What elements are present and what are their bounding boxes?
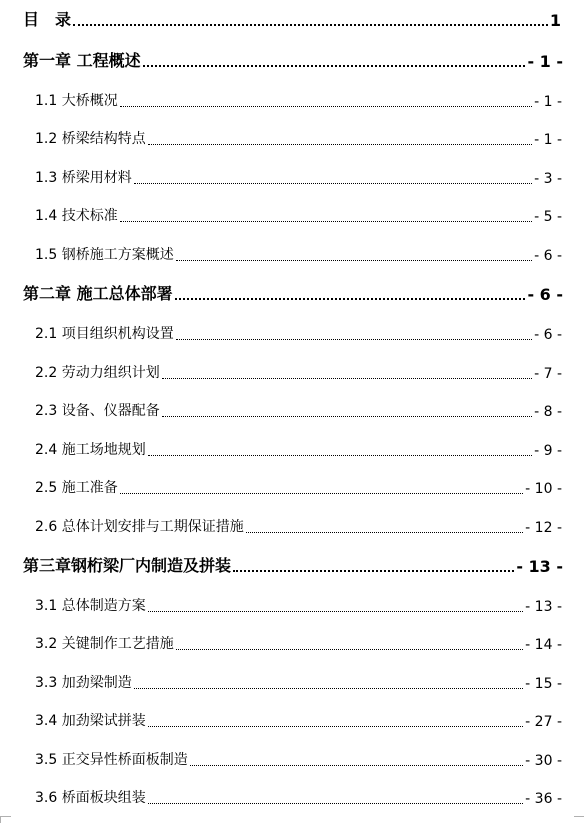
dot-leader — [120, 106, 532, 107]
toc-entry-page-number: - 1 - — [527, 52, 563, 71]
dot-leader — [134, 688, 523, 689]
toc-entry-label: 3.4 加劲梁试拼装 — [35, 713, 146, 729]
dot-leader — [148, 611, 523, 612]
dot-leader — [120, 493, 523, 494]
toc-section-1-2[interactable] — [35, 130, 562, 148]
toc-entry-label: 第二章 施工总体部署 — [23, 284, 173, 303]
toc-entry-page-number: - 13 - — [516, 557, 563, 576]
toc-entry-label: 1.5 钢桥施工方案概述 — [35, 247, 174, 263]
dot-leader — [176, 339, 532, 340]
toc-section-3-5[interactable] — [35, 751, 562, 769]
toc-section-1-1[interactable] — [35, 92, 562, 110]
dot-leader — [233, 570, 514, 572]
toc-section-2-3[interactable] — [35, 402, 562, 420]
dot-leader — [176, 649, 523, 650]
toc-entry-page-number: - 13 - — [525, 599, 562, 615]
dot-leader — [134, 183, 532, 184]
toc-section-1-4[interactable] — [35, 207, 562, 225]
dot-leader — [162, 378, 532, 379]
dot-leader — [176, 260, 532, 261]
page-corner-guide-right — [574, 816, 584, 823]
toc-chapter-2[interactable] — [23, 284, 563, 304]
dot-leader — [175, 298, 526, 300]
toc-section-3-2[interactable] — [35, 635, 562, 653]
toc-entry-label: 3.1 总体制造方案 — [35, 598, 146, 614]
toc-entry-label: 第三章钢桁梁厂内制造及拼装 — [23, 556, 232, 575]
toc-entry-label: 第一章 工程概述 — [23, 51, 141, 70]
toc-title-page-number: 1 — [549, 11, 561, 30]
dot-leader — [73, 24, 548, 26]
dot-leader — [143, 65, 526, 67]
toc-entry-page-number: - 36 - — [525, 791, 562, 807]
toc-section-3-3[interactable] — [35, 674, 562, 692]
toc-section-3-4[interactable] — [35, 712, 562, 730]
toc-entry-label: 2.2 劳动力组织计划 — [35, 365, 160, 381]
toc-section-1-5[interactable] — [35, 246, 562, 264]
toc-entry-label: 2.1 项目组织机构设置 — [35, 326, 174, 342]
toc-entry-label: 3.2 关键制作工艺措施 — [35, 636, 174, 652]
dot-leader — [148, 144, 532, 145]
toc-entry-label: 1.3 桥梁用材料 — [35, 170, 132, 186]
toc-section-2-4[interactable] — [35, 441, 562, 459]
dot-leader — [148, 726, 523, 727]
toc-entry-page-number: - 14 - — [525, 637, 562, 653]
toc-entry-page-number: - 1 - — [534, 94, 562, 110]
toc-entry-page-number: - 3 - — [534, 171, 562, 187]
dot-leader — [120, 221, 532, 222]
toc-chapter-3[interactable] — [23, 556, 563, 576]
toc-entry-page-number: - 6 - — [534, 248, 562, 264]
toc-entry-page-number: - 1 - — [534, 132, 562, 148]
toc-entry-label: 2.4 施工场地规划 — [35, 442, 146, 458]
toc-entry-page-number: - 7 - — [534, 366, 562, 382]
toc-entry-page-number: - 15 - — [525, 676, 562, 692]
toc-entry-page-number: - 8 - — [534, 404, 562, 420]
toc-entry-label: 1.4 技术标准 — [35, 208, 118, 224]
toc-section-2-6[interactable] — [35, 518, 562, 536]
toc-entry-page-number: - 10 - — [525, 481, 562, 497]
dot-leader — [162, 416, 532, 417]
toc-entry-label: 1.2 桥梁结构特点 — [35, 131, 146, 147]
toc-entry-label: 2.3 设备、仪器配备 — [35, 403, 160, 419]
toc-entry-label: 3.5 正交异性桥面板制造 — [35, 752, 188, 768]
toc-entry-label: 3.6 桥面板块组装 — [35, 790, 146, 806]
toc-entry-page-number: - 27 - — [525, 714, 562, 730]
toc-entry-label: 2.6 总体计划安排与工期保证措施 — [35, 519, 244, 535]
toc-entry-page-number: - 12 - — [525, 520, 562, 536]
toc-entry-page-number: - 30 - — [525, 753, 562, 769]
toc-section-1-3[interactable] — [35, 169, 562, 187]
toc-title: 目 录 — [23, 10, 72, 29]
dot-leader — [148, 803, 523, 804]
toc-entry-page-number: - 5 - — [534, 209, 562, 225]
cropped-header-text — [238, 0, 338, 4]
toc-entry-page-number: - 6 - — [534, 327, 562, 343]
toc-entry-page-number: - 9 - — [534, 443, 562, 459]
toc-entry-label: 1.1 大桥概况 — [35, 93, 118, 109]
toc-chapter-1[interactable] — [23, 51, 563, 71]
toc-section-2-1[interactable] — [35, 325, 562, 343]
dot-leader — [148, 455, 532, 456]
page-corner-guide-left — [0, 816, 11, 823]
toc-entry-label: 2.5 施工准备 — [35, 480, 118, 496]
toc-section-2-5[interactable] — [35, 479, 562, 497]
dot-leader — [246, 532, 523, 533]
toc-entry-label: 3.3 加劲梁制造 — [35, 675, 132, 691]
toc-entry-page-number: - 6 - — [527, 285, 563, 304]
toc-title-row[interactable] — [23, 10, 561, 30]
toc-section-3-1[interactable] — [35, 597, 562, 615]
toc-section-2-2[interactable] — [35, 364, 562, 382]
toc-section-3-6[interactable] — [35, 789, 562, 807]
dot-leader — [190, 765, 523, 766]
